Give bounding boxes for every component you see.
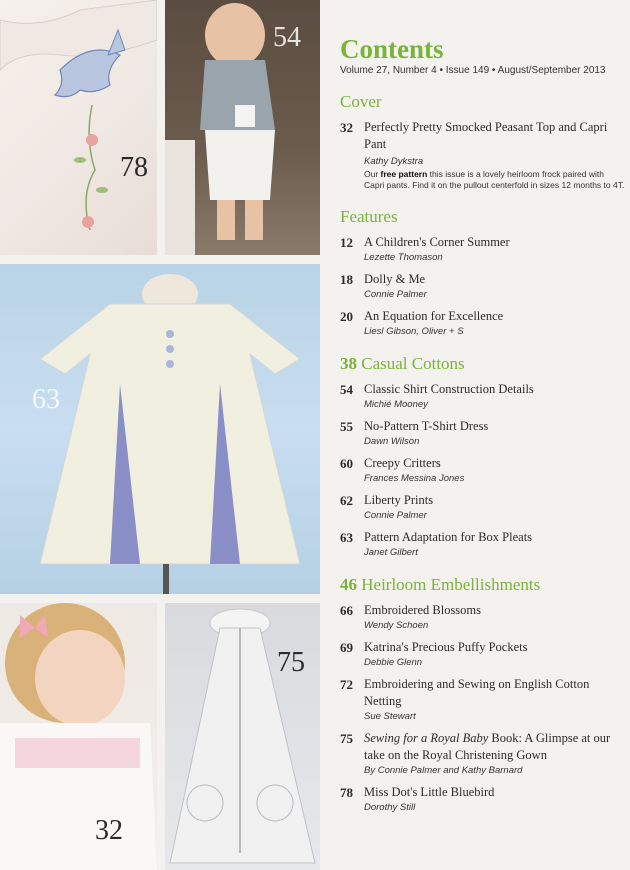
bird-embroidery-illustration — [0, 0, 157, 255]
entry-title: A Children's Corner Summer — [364, 235, 510, 249]
toc-entry[interactable] — [340, 676, 625, 723]
toc-entry[interactable] — [340, 271, 625, 301]
toc-entry[interactable] — [340, 529, 625, 559]
photo-page-number: 75 — [277, 647, 305, 678]
entry-title: Miss Dot's Little Bluebird — [364, 785, 495, 799]
entry-author: Dorothy Still — [364, 802, 416, 813]
entry-title: Katrina's Precious Puffy Pockets — [364, 640, 528, 654]
entry-author: Frances Messina Jones — [364, 473, 465, 484]
entry-title: Creepy Critters — [364, 456, 441, 470]
entry-author: Debbie Glenn — [364, 657, 423, 668]
entry-page: 63 — [340, 530, 353, 545]
entry-author: Connie Palmer — [364, 510, 427, 521]
toc-entry[interactable] — [340, 381, 625, 411]
toc-entry[interactable] — [340, 492, 625, 522]
entry-page: 69 — [340, 640, 353, 655]
toc-entry[interactable] — [340, 639, 625, 669]
toc-entry[interactable] — [340, 234, 625, 264]
toc-entry[interactable] — [340, 308, 625, 338]
entry-page: 60 — [340, 456, 353, 471]
toc-entry[interactable] — [340, 602, 625, 632]
entry-page: 55 — [340, 419, 353, 434]
section-heading-cover: Cover — [340, 92, 382, 111]
entry-title: Liberty Prints — [364, 493, 434, 507]
toc-entry[interactable] — [340, 784, 625, 814]
entry-page: 12 — [340, 235, 353, 250]
toc-entry[interactable] — [340, 730, 625, 777]
section-heading-features: Features — [340, 207, 398, 226]
entry-page: 62 — [340, 493, 353, 508]
entry-page: 20 — [340, 309, 353, 324]
gown-illustration — [165, 603, 320, 870]
embroidered-bird-photo — [0, 0, 157, 255]
entry-author: Sue Stewart — [364, 711, 416, 722]
entry-page: 32 — [340, 120, 353, 135]
entry-title: Sewing for a Royal Baby Book: A Glimpse at our take on the Royal Christening Gown — [364, 731, 611, 762]
entry-title: Perfectly Pretty Smocked Peasant Top and Capri Pant — [364, 120, 608, 151]
photo-page-number: 78 — [120, 152, 148, 183]
entry-page: 78 — [340, 785, 353, 800]
entry-author: Lezette Thomason — [364, 252, 443, 263]
entry-author: Michié Mooney — [364, 399, 428, 410]
entry-author: Connie Palmer — [364, 289, 427, 300]
entry-author: By Connie Palmer and Kathy Barnard — [364, 765, 523, 776]
table-of-contents — [340, 34, 625, 814]
girl-illustration — [0, 603, 157, 870]
box-pleat-dress-photo — [0, 264, 320, 594]
photo-page-number: 32 — [95, 815, 123, 846]
toc-entry[interactable] — [340, 455, 625, 485]
smocked-top-girl-photo — [0, 603, 157, 870]
entry-title: An Equation for Excellence — [364, 309, 504, 323]
entry-title: Dolly & Me — [364, 272, 426, 286]
entry-title: Pattern Adaptation for Box Pleats — [364, 530, 533, 544]
entry-page: 72 — [340, 677, 353, 692]
section-heading-casual-cottons[interactable]: 38 Casual Cottons — [340, 354, 465, 373]
entry-page: 54 — [340, 382, 353, 397]
christening-gown-photo — [165, 603, 320, 870]
entry-title: Embroidering and Sewing on English Cotton Netting — [364, 677, 590, 708]
entry-description: Our free pattern this issue is a lovely heirloom frock paired with Capri pants. Find it on the pullout centerfold in sizes 12 months to 4T. — [364, 169, 625, 190]
photo-page-number: 54 — [273, 22, 301, 53]
toc-entry[interactable] — [340, 119, 625, 191]
entry-title: No-Pattern T-Shirt Dress — [364, 419, 489, 433]
entry-author: Wendy Schoen — [364, 620, 429, 631]
entry-page: 18 — [340, 272, 353, 287]
entry-title: Embroidered Blossoms — [364, 603, 482, 617]
section-heading-heirloom[interactable]: 46 Heirloom Embellishments — [340, 575, 541, 594]
entry-page: 66 — [340, 603, 353, 618]
photo-page-number: 63 — [32, 384, 60, 415]
entry-page: 75 — [340, 731, 353, 746]
issue-line: Volume 27, Number 4 • Issue 149 • August/September 2013 — [340, 65, 606, 76]
toc-entry[interactable] — [340, 418, 625, 448]
boy-shirt-photo — [165, 0, 320, 255]
page-title: Contents — [340, 34, 444, 64]
entry-title: Classic Shirt Construction Details — [364, 382, 534, 396]
entry-author: Kathy Dykstra — [364, 156, 424, 167]
entry-author: Liesl Gibson, Oliver + S — [364, 326, 464, 337]
entry-author: Dawn Wilson — [364, 436, 420, 447]
dress-illustration — [0, 264, 320, 594]
entry-author: Janet Gilbert — [364, 547, 418, 558]
